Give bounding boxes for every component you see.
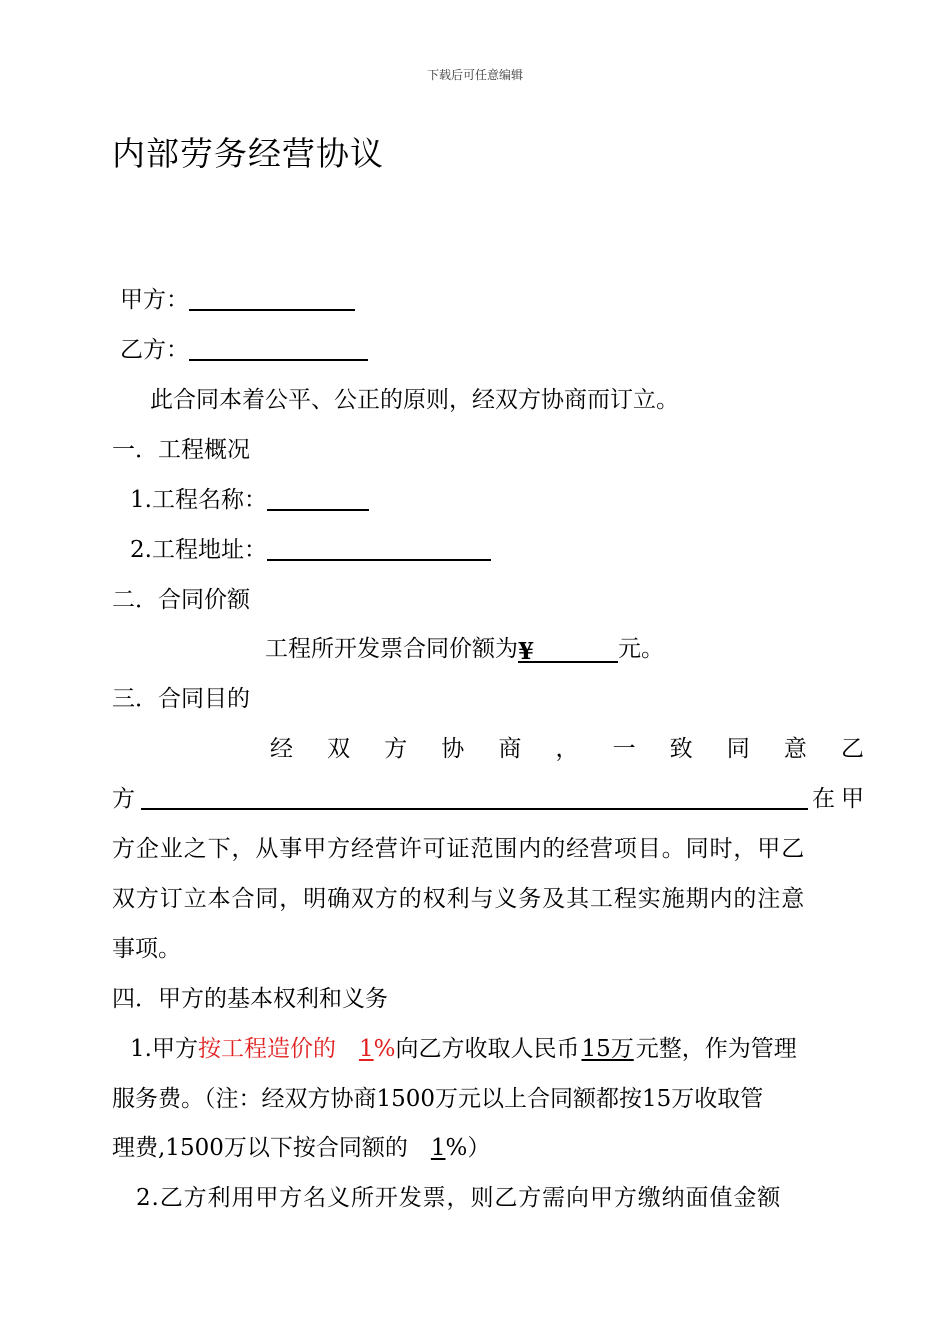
invoice-paragraph-line-1: 2.乙方利用甲方名义所开发票，则乙方需向甲方缴纳面值金额: [136, 1185, 782, 1211]
purpose-line-4: 双方订立本合同，明确双方的权利与义务及其工程实施期内的注意: [112, 886, 806, 912]
section-3-heading: 三．合同目的: [112, 686, 250, 712]
fee-rate-number: 1: [358, 1036, 374, 1062]
party-b-blank: [189, 337, 368, 361]
fee-note-text: 理费,1500万以下按合同额的: [112, 1135, 431, 1161]
party-b-work-blank: [141, 786, 808, 810]
intro-paragraph: 此合同本着公平、公正的原则，经双方协商而订立。: [150, 387, 679, 413]
fee-paragraph-line-3: [112, 1133, 864, 1163]
contract-price-line: [265, 634, 950, 664]
purpose-line-1: [270, 734, 864, 764]
fee-amount: 15万: [581, 1036, 634, 1062]
purpose-char: 意: [783, 736, 807, 762]
fee-rate-percent: %: [373, 1036, 396, 1062]
fee-text-c: 元整，作为管理: [635, 1036, 797, 1062]
fee-rate-text: 按工程造价的: [197, 1036, 359, 1062]
document-title: 内部劳务经营协议: [112, 134, 384, 173]
purpose-line-2-end: 在甲: [812, 786, 870, 812]
purpose-line-5: 事项。: [112, 936, 181, 962]
fee-note-number: 1: [430, 1135, 446, 1161]
purpose-char: 乙: [840, 736, 864, 762]
fee-paragraph-line-2: 服务费。（注：经双方协商1500万元以上合同额都按15万收取管: [112, 1086, 764, 1112]
section-2-heading: 二．合同价额: [112, 587, 250, 613]
project-name-line: [130, 485, 882, 515]
purpose-line-2: [112, 784, 870, 814]
purpose-char: ，: [555, 736, 579, 762]
fee-note-end: %）: [445, 1135, 491, 1161]
fee-text-b: 向乙方收取人民币: [395, 1036, 580, 1062]
section-1-heading: 一．工程概况: [112, 437, 250, 463]
project-address-blank: [267, 537, 491, 561]
contract-price-unit: 元。: [618, 636, 664, 662]
party-a-line: [120, 285, 872, 315]
purpose-char: 经: [270, 736, 293, 762]
party-a-label: 甲方：: [120, 287, 189, 313]
purpose-line-2-start: 方: [112, 786, 135, 812]
project-address-label: 2.工程地址：: [130, 537, 267, 563]
fee-paragraph-line-1: [130, 1034, 864, 1064]
party-a-blank: [189, 287, 355, 311]
project-name-blank: [267, 487, 369, 511]
party-b-line: [120, 335, 872, 365]
purpose-char: 双: [327, 736, 351, 762]
purpose-char: 方: [384, 736, 408, 762]
purpose-char: 致: [669, 736, 693, 762]
party-b-label: 乙方：: [120, 337, 189, 363]
purpose-char: 商: [498, 736, 522, 762]
fee-text-a: 1.甲方: [130, 1036, 198, 1062]
project-name-label: 1.工程名称：: [130, 487, 267, 513]
project-address-line: [130, 535, 882, 565]
purpose-char: 一: [612, 736, 636, 762]
page-header: 下载后可任意编辑: [426, 68, 523, 82]
purpose-char: 同: [726, 736, 750, 762]
contract-price-text: 工程所开发票合同价额为: [265, 636, 518, 662]
contract-price-blank: [518, 637, 618, 663]
purpose-line-3: 方企业之下，从事甲方经营许可证范围内的经营项目。同时，甲乙: [112, 836, 806, 862]
currency-symbol: ¥: [518, 638, 535, 665]
purpose-char: 协: [441, 736, 465, 762]
section-4-heading: 四．甲方的基本权利和义务: [112, 986, 388, 1012]
